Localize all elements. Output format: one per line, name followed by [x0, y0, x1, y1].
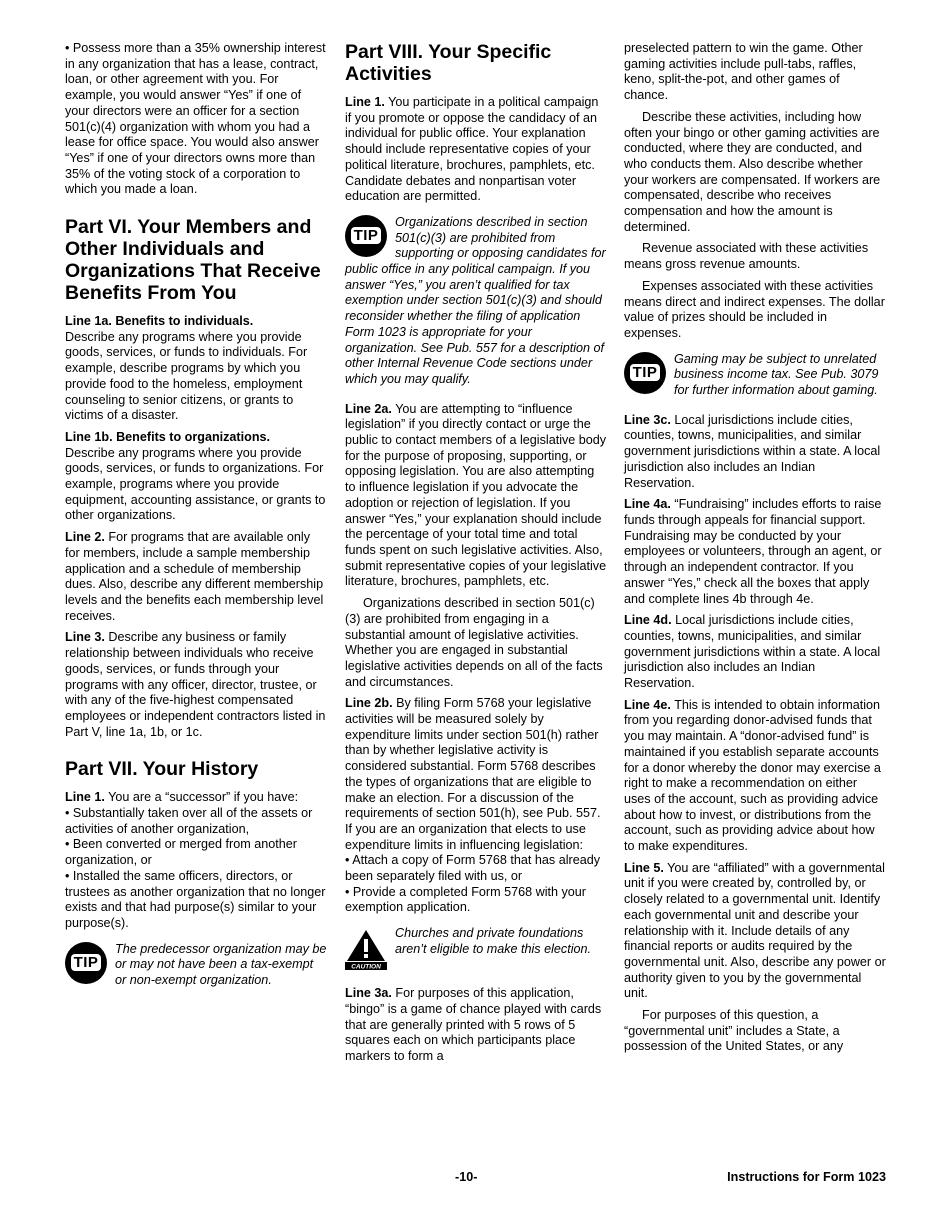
caution-note [345, 926, 607, 972]
column-2 [345, 41, 607, 1071]
tip-note [65, 942, 327, 989]
bullet-provide: • Provide a completed Form 5768 with your exemption application. [345, 884, 587, 915]
line-1a-text: Describe any programs where you provide goods, services, or funds to individuals. For example, describe programs by which you provide food to the homeless, employment counseling to senior citizens, or grants to victims of a disaster. [65, 329, 308, 423]
tip-text: Gaming may be subject to unrelated business income tax. See Pub. 3079 for further information about gaming. [674, 351, 879, 398]
line-3a-text: For purposes of this application, “bingo” is a game of chance played with cards that are generally printed with 5 rows of 5 squares each on which participants place markers to form a [345, 986, 602, 1063]
page-number: -10- [455, 1170, 478, 1184]
line-2a [345, 402, 607, 590]
tip-text: Organizations described in section 501(c)(3) are prohibited from supporting or opposing candidates for public office in any political campaign. If you answer “Yes,” you aren’t qualified for tax exemption under section 501(c)(3) and should reconsider whether the filing of application Form 1023 is appropriate for your organization. See Pub. 557 for a description of other Internal Revenue Code sections under which you may qualify. [345, 214, 606, 386]
line-3a-label: Line 3a. [345, 986, 392, 1001]
bullet-converted: • Been converted or merged from another organization, or [65, 837, 297, 868]
column-3 [624, 41, 886, 1061]
describe-paragraph: Describe these activities, including how often your bingo or other gaming activities are conducted, where they are conducted, and who conducts them. Also describe whether your workers are compensated. If workers are compensated, describe who receives compensation and how the amount is determined. [624, 109, 881, 234]
line-4a [624, 497, 886, 607]
line-2-label: Line 2. [65, 530, 105, 545]
tip-icon: TIP [65, 942, 107, 984]
line-1a-label: Line 1a. Benefits to individuals. [65, 314, 254, 329]
part7-line-1 [65, 790, 327, 806]
tip-text: The predecessor organization may be or may not have been a tax-exempt or non-exempt organization. [115, 941, 327, 988]
p8-line-1 [345, 95, 607, 205]
line-2a-label: Line 2a. [345, 401, 392, 416]
line-2b-text: By filing Form 5768 your legislative activities will be measured solely by expenditure limits under section 501(h) rather than by whether legislative activity is considered substantial. Form 5768 describes the types of organizations that are eligible to make an election. For a discussion of the requirements of section 501(h), see Pub. 557. If you are an organization that elects to use expenditure limits in influencing legislation: [345, 696, 601, 852]
caution-label: CAUTION [351, 963, 381, 971]
p8-line-1-label: Line 1. [345, 95, 385, 109]
line-1b-text: Describe any programs where you provide goods, services, or funds to organizations. For example, programs where you provide equipment, accounting assistance, or grants to other organizations. [65, 445, 326, 523]
line-4d-label: Line 4d. [624, 613, 672, 628]
bullet-possess: • Possess more than a 35% ownership interest in any organization that has a lease, contract, loan, or other agreement with you. For example, you would answer “Yes” if one of your directors were an officer for a section 501(c)(4) organization with whom you had a lease for office space. You would also answer “Yes” if one of your directors owns more than 35% of the voting stock of a corporation to which you made a loan. [65, 41, 326, 197]
tip-icon: TIP [345, 215, 387, 257]
line-3a [345, 986, 607, 1065]
line-2b [345, 696, 607, 853]
bullet-installed: • Installed the same officers, directors, or trustees as another organization that no longer exists and that had purpose(s) similar to your purpose(s). [65, 868, 326, 930]
footer-title: Instructions for Form 1023 [727, 1170, 886, 1184]
bullet-taken-over: • Substantially taken over all of the assets or activities of another organization, [65, 806, 313, 836]
line-3c [624, 413, 886, 492]
caution-text: Churches and private foundations aren’t eligible to make this election. [395, 926, 592, 956]
revenue-paragraph: Revenue associated with these activities means gross revenue amounts. [624, 241, 869, 272]
bingo-continued: preselected pattern to win the game. Other gaming activities include pull-tabs, raffles, keno, split-the-pot, and other games of chance. [624, 41, 863, 103]
tip-note [345, 215, 607, 388]
heading-part-vii: Part VII. Your History [65, 758, 259, 781]
line-1a [65, 314, 327, 424]
tip-note [624, 352, 886, 399]
line-5 [624, 861, 886, 1002]
line-1b [65, 430, 327, 524]
line-2a-text: You are attempting to “influence legislation” if you directly contact or urge the public to contact members of a legislative body for the purpose of proposing, supporting, or opposing legislation. You are also attempting to influence legislation if you advocate the adoption or rejection of legislation. If you answer “Yes,” your explanation should include the percentage of your total time and total funds spent on such legislative activities. Also, submit representative copies of your legislative literature, brochures, pamphlets, etc. [345, 401, 607, 589]
line-5-text: You are “affiliated” with a governmental unit if you were created by, controlled by, or closely related to a governmental unit. Identify each governmental unit and describe your relationship with it. Include details of any financial reports or audits required by the governmental unit. Also, describe any power or authority given to you by the governmental unit. [624, 860, 886, 1001]
line-3-text: Describe any business or family relationship between individuals who receive goods, services, or funds through your programs with any officer, director, trustee, or with any of the five-highest compensated employees or independent contractors listed in Part V, line 1a, 1b, or 1c. [65, 630, 326, 739]
expenses-paragraph: Expenses associated with these activities means direct and indirect expenses. The dollar value of prizes should be included in expenses. [624, 278, 885, 340]
line-4d [624, 613, 886, 692]
line-4d-text: Local jurisdictions include cities, counties, towns, municipalities, and similar government jurisdictions within a state. A local jurisdiction also includes an Indian Reservation. [624, 613, 881, 691]
orgs-paragraph: Organizations described in section 501(c)(3) are prohibited from engaging in a substantial amount of legislative activities. Whether you are engaged in substantial legislative activities depends on all of the facts and circumstances. [345, 596, 603, 689]
line-3 [65, 630, 327, 740]
line-2-text: For programs that are available only for members, include a sample membership application and a schedule of membership dues. Also, describe any different membership levels and the benefits each membership level receives. [65, 530, 324, 623]
heading-part-viii: Part VIII. Your Specific Activities [345, 41, 552, 85]
purposes-paragraph: For purposes of this question, a “governmental unit” includes a State, a possession of the United States, or any [624, 1008, 844, 1054]
line-2b-label: Line 2b. [345, 696, 393, 711]
line-3c-label: Line 3c. [624, 412, 671, 427]
line-4a-label: Line 4a. [624, 497, 671, 512]
part7-line-1-label: Line 1. [65, 790, 105, 805]
line-1b-label: Line 1b. Benefits to organizations. [65, 429, 271, 444]
line-4e-text: This is intended to obtain information from you regarding donor-advised funds that you may maintain. A “donor-advised fund” is maintained if you establish separate accounts for a donor whereby the donor may exercise a right to make a recommendation on either uses of the account, such as providing advice about how to invest, or distributions from the account, such as providing advice about how to make expenditures. [624, 697, 881, 854]
line-4e [624, 698, 886, 855]
line-3-label: Line 3. [65, 630, 105, 645]
line-3c-text: Local jurisdictions include cities, counties, towns, municipalities, and similar government jurisdictions within a state. A local jurisdiction also includes an Indian Reservation. [624, 412, 881, 490]
line-2 [65, 530, 327, 624]
p8-line-1-text: You participate in a political campaign if you promote or oppose the candidacy of an individual for public office. Your explanation should include representative copies of your political literature, brochures, pamphlets, etc. Candidate debates and nonpartisan voter education are permitted. [345, 95, 599, 204]
line-4a-text: “Fundraising” includes efforts to raise funds through appeals for financial support. Fundraising may be conducted by your employees or volunteers, through an agent, or through an independent contractor. If you answer “Yes,” check all the boxes that apply and complete lines 4b through 4e. [624, 497, 882, 606]
caution-icon [345, 928, 387, 970]
heading-part-vi: Part VI. Your Members and Other Individuals and Organizations That Receive Benefits From You [65, 216, 321, 305]
tip-icon: TIP [624, 352, 666, 394]
column-1 [65, 41, 327, 1003]
part7-line-1-text: You are a “successor” if you have: [108, 790, 299, 805]
line-5-label: Line 5. [624, 860, 664, 875]
bullet-attach: • Attach a copy of Form 5768 that has already been separately filed with us, or [345, 853, 601, 884]
line-4e-label: Line 4e. [624, 697, 671, 712]
